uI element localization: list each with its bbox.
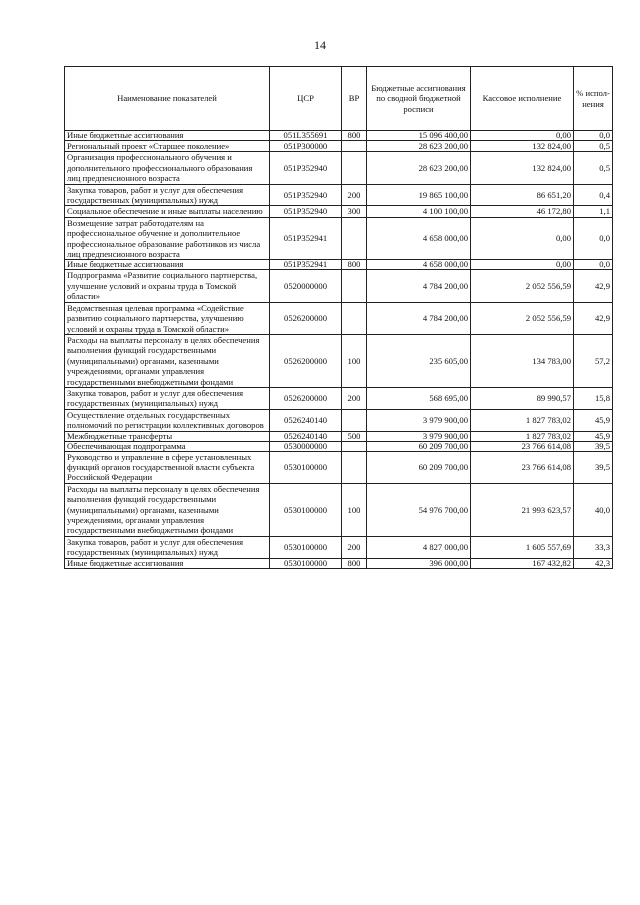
cell-name: Осуществление отдельных государственных полномочий по регистрации коллективных договоров: [65, 409, 270, 431]
cell-pct: 42,9: [574, 302, 613, 334]
cell-vr: 200: [342, 184, 367, 206]
cell-vr: [342, 152, 367, 184]
cell-name: Иные бюджетные ассигнования: [65, 260, 270, 270]
cell-cash: 167 432,82: [471, 558, 574, 568]
cell-csr: 0526200000: [270, 334, 342, 387]
cell-vr: [342, 302, 367, 334]
cell-vr: [342, 409, 367, 431]
cell-name: Иные бюджетные ассигнования: [65, 131, 270, 141]
cell-budget: 4 784 200,00: [367, 302, 471, 334]
cell-budget: 54 976 700,00: [367, 483, 471, 536]
cell-csr: 0526240140: [270, 409, 342, 431]
cell-cash: 132 824,00: [471, 152, 574, 184]
cell-name: Возмещение затрат работодателям на профессиональное обучение и дополнительное профессиональное образование работников из числа лиц предпенсионного возраста: [65, 217, 270, 260]
cell-name: Межбюджетные трансферты: [65, 431, 270, 441]
cell-name: Организация профессионального обучения и дополнительного профессионального образования лиц предпенсионного возраста: [65, 152, 270, 184]
table-row: [65, 451, 613, 483]
cell-budget: 4 784 200,00: [367, 270, 471, 302]
cell-vr: 200: [342, 387, 367, 409]
cell-pct: 45,9: [574, 431, 613, 441]
table-row: [65, 558, 613, 568]
cell-pct: 45,9: [574, 409, 613, 431]
header-budget: Бюджетные ассигнования по сводной бюджетной росписи: [367, 67, 471, 131]
cell-pct: 0,0: [574, 217, 613, 260]
cell-cash: 23 766 614,08: [471, 451, 574, 483]
cell-cash: 89 990,57: [471, 387, 574, 409]
cell-budget: 396 000,00: [367, 558, 471, 568]
cell-cash: 86 651,20: [471, 184, 574, 206]
cell-vr: 500: [342, 431, 367, 441]
cell-cash: 2 052 556,59: [471, 302, 574, 334]
cell-cash: 134 783,00: [471, 334, 574, 387]
cell-budget: 60 209 700,00: [367, 451, 471, 483]
cell-pct: 15,8: [574, 387, 613, 409]
table-row: [65, 483, 613, 536]
table-row: [65, 206, 613, 217]
cell-pct: 0,0: [574, 260, 613, 270]
cell-budget: 19 865 100,00: [367, 184, 471, 206]
budget-table: [64, 66, 613, 569]
cell-cash: 0,00: [471, 217, 574, 260]
cell-budget: 4 658 000,00: [367, 217, 471, 260]
cell-cash: 132 824,00: [471, 141, 574, 152]
cell-name: Обеспечивающая подпрограмма: [65, 441, 270, 451]
cell-budget: 4 658 000,00: [367, 260, 471, 270]
cell-csr: 051P352940: [270, 152, 342, 184]
cell-csr: 051P352940: [270, 206, 342, 217]
cell-csr: 0530100000: [270, 451, 342, 483]
table-row: [65, 431, 613, 441]
page-number: 14: [314, 38, 326, 52]
cell-budget: 235 605,00: [367, 334, 471, 387]
cell-csr: 0530100000: [270, 558, 342, 568]
cell-csr: 0526240140: [270, 431, 342, 441]
cell-name: Ведомственная целевая программа «Содействие развитию социального партнерства, улучшению условий и охраны труда в Томской области»: [65, 302, 270, 334]
cell-cash: 0,00: [471, 131, 574, 141]
table-row: [65, 260, 613, 270]
cell-cash: 23 766 614,08: [471, 441, 574, 451]
cell-name: Расходы на выплаты персоналу в целях обеспечения выполнения функций государственными (муниципальными) органами, казенными учреждениями, органами управления государственными внебюджетными фондами: [65, 334, 270, 387]
cell-csr: 051P352941: [270, 260, 342, 270]
cell-budget: 4 100 100,00: [367, 206, 471, 217]
cell-cash: 46 172,80: [471, 206, 574, 217]
cell-pct: 0,5: [574, 152, 613, 184]
cell-name: Закупка товаров, работ и услуг для обеспечения государственных (муниципальных) нужд: [65, 387, 270, 409]
cell-cash: 0,00: [471, 260, 574, 270]
cell-name: Социальное обеспечение и иные выплаты населению: [65, 206, 270, 217]
cell-name: Руководство и управление в сфере установленных функций органов государственной власти субъекта Российской Федерации: [65, 451, 270, 483]
table-row: [65, 217, 613, 260]
cell-vr: 800: [342, 131, 367, 141]
cell-cash: 21 993 623,57: [471, 483, 574, 536]
table-row: [65, 184, 613, 206]
cell-budget: 4 827 000,00: [367, 536, 471, 558]
cell-vr: 800: [342, 558, 367, 568]
cell-name: Расходы на выплаты персоналу в целях обеспечения выполнения функций государственными (муниципальными) органами, казенными учреждениями, органами управления государственными внебюджетными фондами: [65, 483, 270, 536]
cell-cash: 1 827 783,02: [471, 409, 574, 431]
cell-vr: [342, 451, 367, 483]
cell-budget: 60 209 700,00: [367, 441, 471, 451]
table-row: [65, 270, 613, 302]
cell-csr: 051L355691: [270, 131, 342, 141]
cell-csr: 051P300000: [270, 141, 342, 152]
cell-cash: 1 827 783,02: [471, 431, 574, 441]
cell-vr: 300: [342, 206, 367, 217]
cell-vr: 200: [342, 536, 367, 558]
header-pct: % испол-нения: [574, 67, 613, 131]
cell-pct: 57,2: [574, 334, 613, 387]
cell-budget: 568 695,00: [367, 387, 471, 409]
cell-csr: 051P352940: [270, 184, 342, 206]
cell-pct: 39,5: [574, 441, 613, 451]
cell-csr: 0530100000: [270, 536, 342, 558]
cell-cash: 1 605 557,69: [471, 536, 574, 558]
cell-csr: 0526200000: [270, 387, 342, 409]
cell-vr: 100: [342, 483, 367, 536]
cell-csr: 051P352941: [270, 217, 342, 260]
table-row: [65, 441, 613, 451]
table-header-row: [65, 67, 613, 131]
cell-name: Региональный проект «Старшее поколение»: [65, 141, 270, 152]
cell-name: Закупка товаров, работ и услуг для обеспечения государственных (муниципальных) нужд: [65, 184, 270, 206]
cell-vr: [342, 141, 367, 152]
cell-pct: 0,4: [574, 184, 613, 206]
cell-name: Подпрограмма «Развитие социального партнерства, улучшение условий и охраны труда в Томской области»: [65, 270, 270, 302]
cell-budget: 28 623 200,00: [367, 141, 471, 152]
cell-pct: 1,1: [574, 206, 613, 217]
header-csr: ЦСР: [270, 67, 342, 131]
cell-cash: 2 052 556,59: [471, 270, 574, 302]
cell-pct: 40,0: [574, 483, 613, 536]
header-cash: Кассовое исполнение: [471, 67, 574, 131]
cell-pct: 39,5: [574, 451, 613, 483]
cell-pct: 0,5: [574, 141, 613, 152]
cell-pct: 0,0: [574, 131, 613, 141]
cell-csr: 0530000000: [270, 441, 342, 451]
table-row: [65, 302, 613, 334]
table-row: [65, 334, 613, 387]
cell-vr: [342, 441, 367, 451]
cell-name: Закупка товаров, работ и услуг для обеспечения государственных (муниципальных) нужд: [65, 536, 270, 558]
table-row: [65, 152, 613, 184]
table-row: [65, 536, 613, 558]
cell-pct: 42,3: [574, 558, 613, 568]
cell-csr: 0520000000: [270, 270, 342, 302]
cell-budget: 3 979 900,00: [367, 409, 471, 431]
table-row: [65, 141, 613, 152]
cell-vr: 800: [342, 260, 367, 270]
cell-budget: 3 979 900,00: [367, 431, 471, 441]
header-vr: ВР: [342, 67, 367, 131]
cell-vr: [342, 270, 367, 302]
cell-vr: [342, 217, 367, 260]
cell-vr: 100: [342, 334, 367, 387]
table-row: [65, 387, 613, 409]
table-row: [65, 131, 613, 141]
cell-csr: 0530100000: [270, 483, 342, 536]
cell-budget: 15 096 400,00: [367, 131, 471, 141]
cell-pct: 33,3: [574, 536, 613, 558]
cell-budget: 28 623 200,00: [367, 152, 471, 184]
table-row: [65, 409, 613, 431]
cell-pct: 42,9: [574, 270, 613, 302]
header-name: Наименование показателей: [65, 67, 270, 131]
cell-csr: 0526200000: [270, 302, 342, 334]
cell-name: Иные бюджетные ассигнования: [65, 558, 270, 568]
